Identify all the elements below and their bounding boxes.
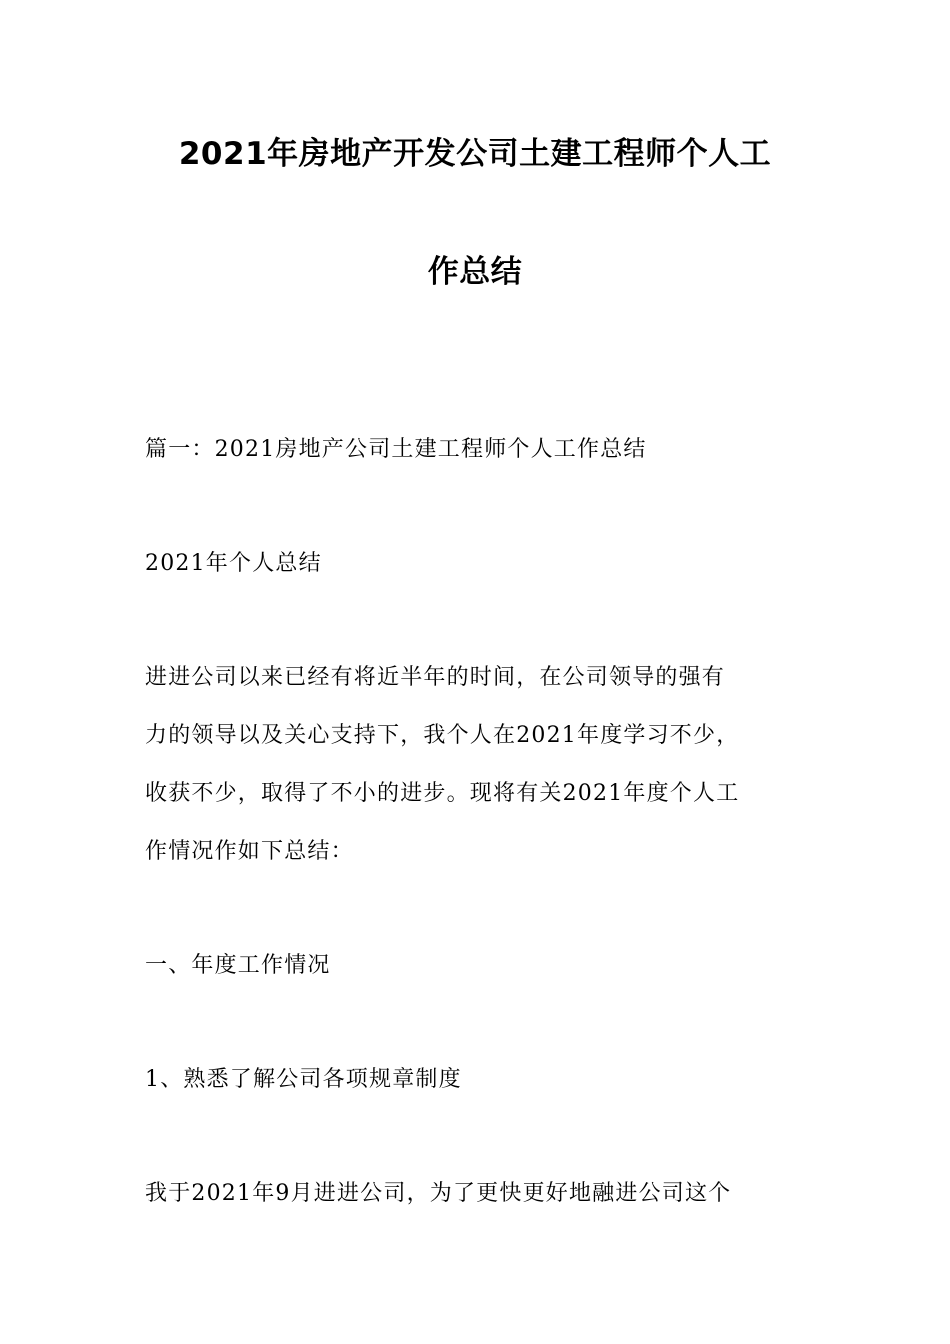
- document-title-line-2: 作总结: [427, 254, 523, 290]
- item-one-heading: 1、熟悉了解公司各项规章制度: [145, 1067, 462, 1092]
- intro-line: 力的领导以及关心支持下，我个人在2021年度学习不少，: [145, 723, 740, 748]
- document-title-line-1: 2021年房地产开发公司土建工程师个人工: [178, 136, 772, 172]
- subheading: 2021年个人总结: [145, 551, 322, 576]
- intro-paragraph: [145, 666, 815, 864]
- section-heading: 篇一：2021房地产公司土建工程师个人工作总结: [145, 437, 647, 462]
- intro-line: 作情况作如下总结：: [145, 839, 354, 864]
- part-one-heading: 一、年度工作情况: [145, 953, 331, 978]
- intro-line: 收获不少，取得了不小的进步。现将有关2021年度个人工: [145, 781, 740, 806]
- intro-line: 进进公司以来已经有将近半年的时间，在公司领导的强有: [145, 665, 726, 690]
- body-line: 我于2021年9月进进公司，为了更快更好地融进公司这个: [145, 1181, 732, 1206]
